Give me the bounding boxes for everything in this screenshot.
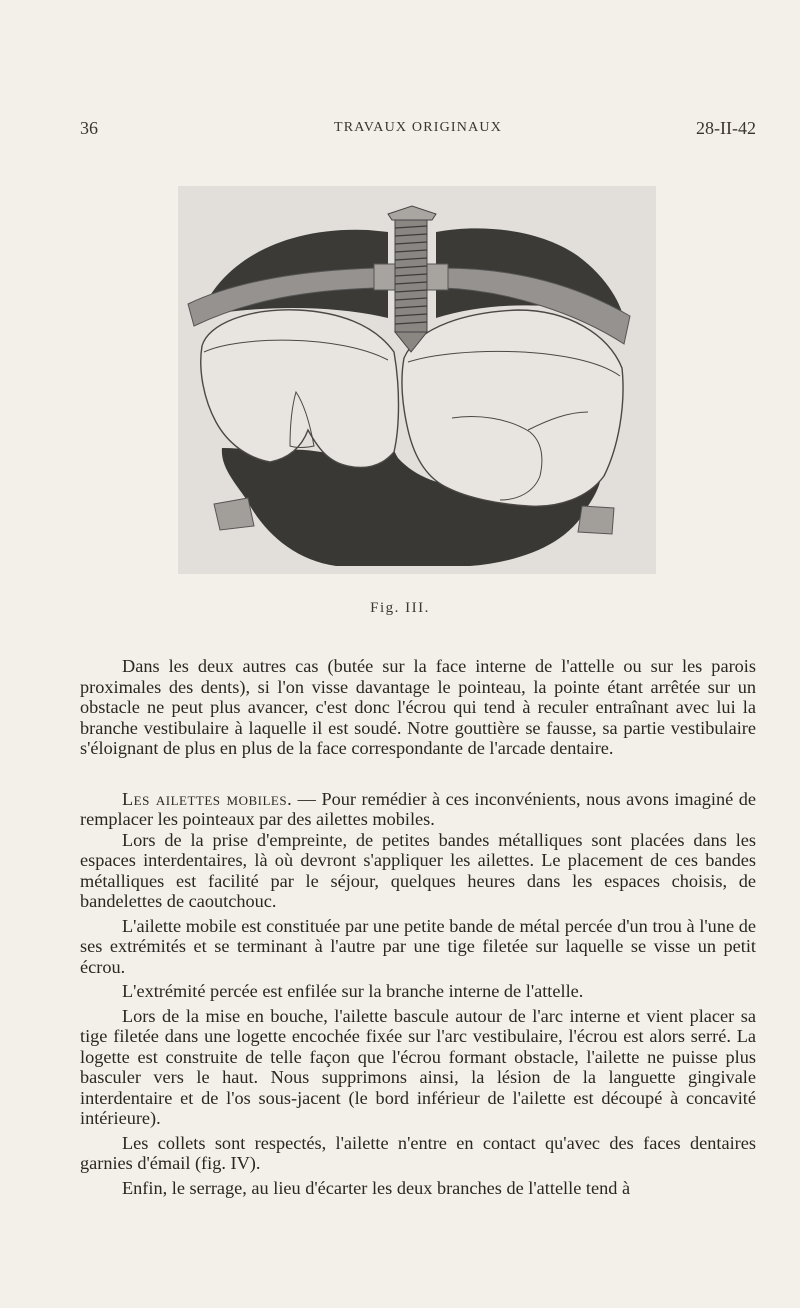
running-header	[80, 118, 756, 140]
paragraph: Dans les deux autres cas (butée sur la face interne de l'attelle ou sur les parois proximales des dents), si l'on visse davantage le pointeau, la pointe étant arrêtée sur un obstacle ne peut plus avancer, c'est donc l'écrou qui tend à reculer entraînant avec lui la branche vestibulaire à laquelle il est soudé. Notre gouttière se fausse, sa partie vestibulaire s'éloignant de plus en plus de la face correspondante de l'arcade dentaire.	[80, 656, 756, 758]
paragraph: Lors de la mise en bouche, l'ailette bascule autour de l'arc interne et vient placer sa tige filetée dans une logette encochée fixée sur l'arc vestibulaire, l'écrou est alors serré. La logette est construite de telle façon que l'écrou formant obstacle, l'ailette ne puisse plus basculer vers le haut. Nous supprimons ainsi, la lésion de la languette gingivale interdentaire et de l'os sous-jacent (le bord inférieur de l'ailette est découpé à concavité intérieure).	[80, 1005, 756, 1128]
body-text	[80, 656, 756, 1198]
paragraph: Les collets sont respectés, l'ailette n'entre en contact qu'avec des faces dentaires garnies d'émail (fig. IV).	[80, 1132, 756, 1173]
paragraph: Enfin, le serrage, au lieu d'écarter les deux branches de l'attelle tend à	[122, 1177, 631, 1198]
figure-caption: Fig. III.	[370, 600, 430, 616]
paragraph: L'extrémité percée est enfilée sur la branche interne de l'attelle.	[122, 981, 584, 1001]
page-number: 36	[80, 118, 98, 138]
running-title: TRAVAUX ORIGINAUX	[333, 120, 503, 135]
paragraph-section-heading: Les ailettes mobiles. — Pour remédier à ces inconvénients, nous avons imaginé de remplacer les pointeaux par des ailettes mobiles.	[80, 788, 756, 829]
header-date: 28-II-42	[696, 118, 756, 138]
figure-illustration	[178, 186, 656, 574]
paragraph: L'ailette mobile est constituée par une petite bande de métal percée d'un trou à l'une de ses extrémités et se terminant à l'autre par une tige filetée sur laquelle se visse un petit écrou.	[80, 915, 756, 977]
section-heading: Les ailettes mobiles.	[122, 788, 293, 809]
paragraph: Lors de la prise d'empreinte, de petites bandes métalliques sont placées dans les espaces interdentaires, là où devront s'appliquer les ailettes. Le placement de ces bandes métalliques est facilité par le séjour, quelques heures dans les espaces choisis, de bandelettes de caoutchouc.	[80, 829, 756, 911]
